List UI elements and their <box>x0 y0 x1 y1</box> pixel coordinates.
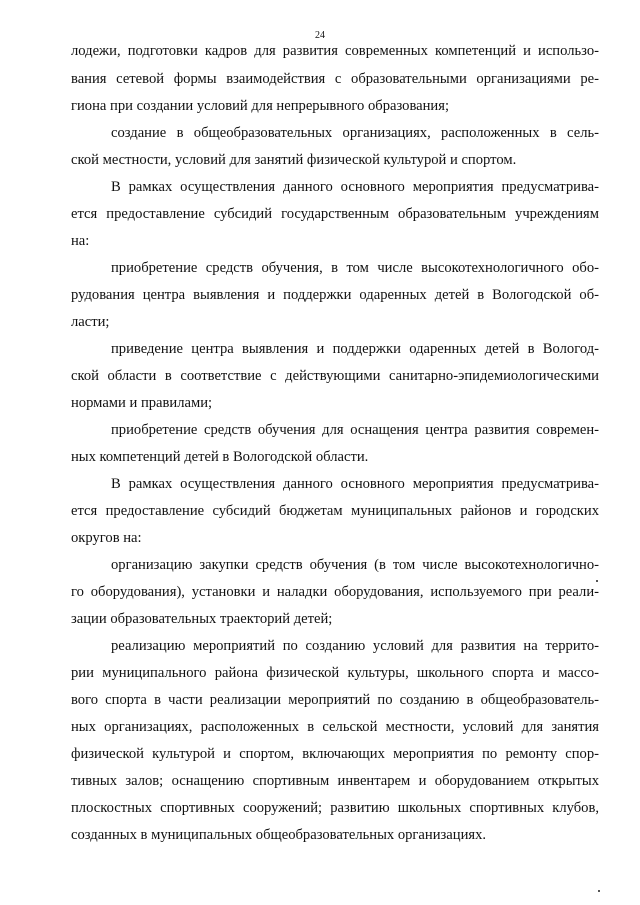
text-line: тивных залов; оснащению спортивным инвентарем и оборудованием открытых <box>71 773 599 789</box>
text-line: приобретение средств обучения, в том числе высокотехнологичного обо- <box>111 260 599 276</box>
text-line: ской местности, условий для занятий физической культурой и спортом. <box>71 152 517 168</box>
text-line: ных организациях, расположенных в сельской местности, условий для занятия <box>71 719 599 735</box>
text-line: вания сетевой формы взаимодействия с образовательными организациями ре- <box>71 71 599 87</box>
text-line: рии муниципального района физической культуры, школьного спорта и массо- <box>71 665 599 681</box>
text-line: ется предоставление субсидий бюджетам муниципальных районов и городских <box>71 503 599 519</box>
text-line: приведение центра выявления и поддержки одаренных детей в Вологод- <box>111 341 599 357</box>
text-line: реализацию мероприятий по созданию условий для развития на террито- <box>111 638 599 654</box>
text-line: организацию закупки средств обучения (в том числе высокотехнологично- <box>111 557 599 573</box>
text-line: ется предоставление субсидий государственным образовательным учреждениям <box>71 206 599 222</box>
text-line: на: <box>71 233 90 249</box>
text-line: ской области в соответствие с действующими санитарно-эпидемиологическими <box>71 368 599 384</box>
scan-speck <box>596 580 598 582</box>
text-line: го оборудования), установки и наладки оборудования, используемого при реали- <box>71 584 599 600</box>
text-line: вого спорта в части реализации мероприятий по созданию в общеобразователь- <box>71 692 599 708</box>
text-line: лодежи, подготовки кадров для развития современных компетенций и использо- <box>71 43 599 59</box>
text-line: создание в общеобразовательных организациях, расположенных в сель- <box>111 125 599 141</box>
text-line: гиона при создании условий для непрерывного образования; <box>71 98 450 114</box>
text-line: В рамках осуществления данного основного мероприятия предусматрива- <box>111 476 599 492</box>
text-line: плоскостных спортивных сооружений; развитию школьных спортивных клубов, <box>71 800 599 816</box>
text-line: физической культурой и спортом, включающих мероприятия по ремонту спор- <box>71 746 599 762</box>
scan-speck <box>598 890 600 892</box>
text-line: округов на: <box>71 530 142 546</box>
page-number: 24 <box>315 30 325 41</box>
text-line: приобретение средств обучения для оснащения центра развития современ- <box>111 422 599 438</box>
text-line: рудования центра выявления и поддержки одаренных детей в Вологодской об- <box>71 287 599 303</box>
text-line: созданных в муниципальных общеобразовательных организациях. <box>71 827 487 843</box>
text-line: зации образовательных траекторий детей; <box>71 611 333 627</box>
text-line: ласти; <box>71 314 110 330</box>
text-line: В рамках осуществления данного основного мероприятия предусматрива- <box>111 179 599 195</box>
text-line: нормами и правилами; <box>71 395 213 411</box>
text-line: ных компетенций детей в Вологодской области. <box>71 449 369 465</box>
